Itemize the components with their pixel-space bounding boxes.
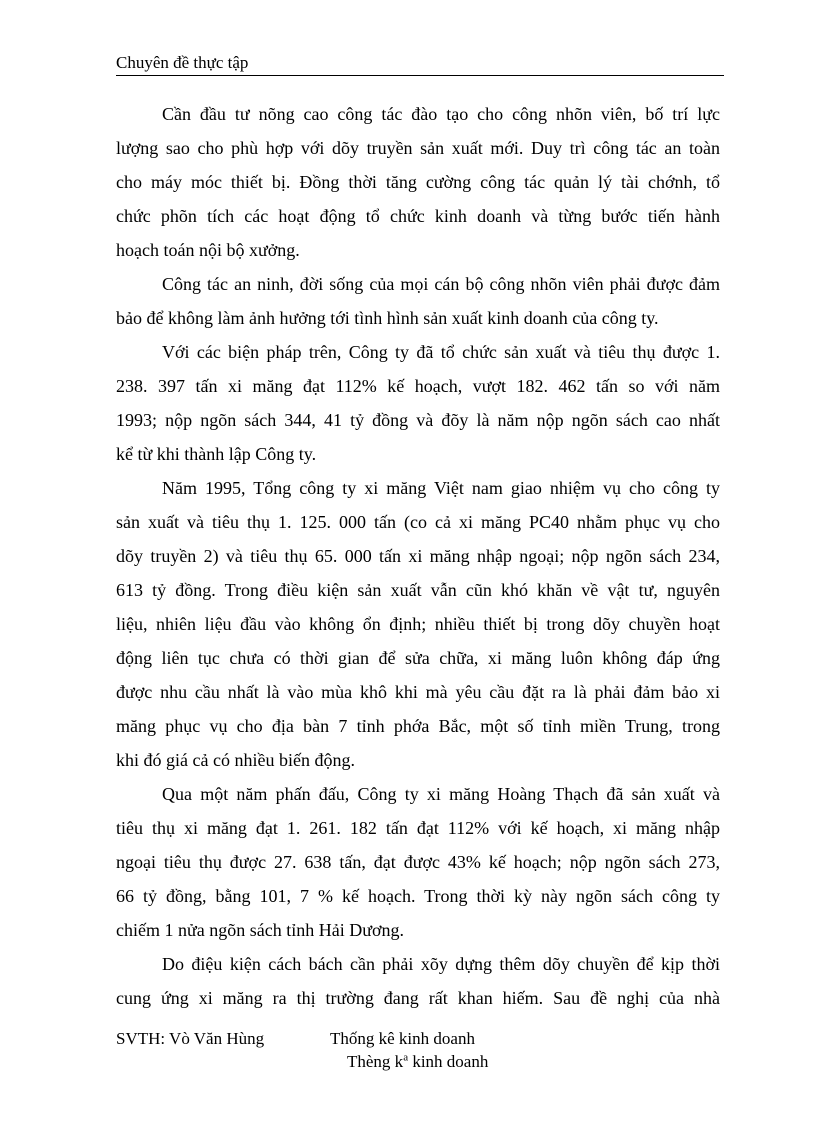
text-line: liệu, nhiên liệu đầu vào không ổn định; nhiều thiết bị trong dõy chuyền hoạt — [116, 614, 720, 634]
text-line: hoạch toán nội bộ xưởng. — [116, 240, 300, 260]
author-name: SVTH: Vò Văn Hùng — [116, 1029, 265, 1048]
text-line: dõy truyền 2) và tiêu thụ 65. 000 tấn xi măng nhập ngoại; nộp ngõn sách 234, — [116, 546, 720, 566]
text-line: chiếm 1 nửa ngõn sách tỉnh Hải Dương. — [116, 920, 404, 940]
header-title: Chuyên đề thực tập — [116, 53, 249, 72]
body-text — [116, 97, 720, 1015]
text-line: 238. 397 tấn xi măng đạt 112% kế hoạch, vượt 182. 462 tấn so với năm — [116, 376, 720, 396]
text-line: cung ứng xi măng ra thị trường đang rất khan hiếm. Sau đề nghị của nhà — [116, 988, 720, 1008]
text-line: sản xuất và tiêu thụ 1. 125. 000 tấn (co cả xi măng PC40 nhằm phục vụ cho — [116, 512, 720, 532]
subject-legacy-prefix: Thèng k — [347, 1052, 404, 1071]
paragraph — [116, 947, 720, 1015]
text-line: 1993; nộp ngõn sách 344, 41 tỷ đồng và đõy là năm nộp ngõn sách cao nhất — [116, 410, 720, 430]
paragraph — [116, 777, 720, 947]
text-line: bảo để không làm ảnh hưởng tới tình hình sản xuất kinh doanh của công ty. — [116, 308, 659, 328]
text-line: măng phục vụ cho địa bàn 7 tỉnh phớa Bắc, một số tỉnh miền Trung, trong — [116, 716, 720, 736]
text-line: tiêu thụ xi măng đạt 1. 261. 182 tấn đạt 112% với kế hoạch, xi măng nhập — [116, 818, 720, 838]
footer-subject-legacy — [347, 1051, 488, 1073]
text-line: cho máy móc thiết bị. Đồng thời tăng cường công tác quản lý tài chớnh, tổ — [116, 172, 720, 192]
paragraph — [116, 471, 720, 777]
text-line: động liên tục chưa có thời gian để sửa chữa, xi măng luôn không đáp ứng — [116, 648, 720, 668]
text-line: Do điệu kiện cách bách cần phải xõy dựng thêm dõy chuyền để kịp thời — [162, 954, 720, 974]
text-line: khi đó giá cả có nhiều biến động. — [116, 750, 355, 770]
text-line: Công tác an ninh, đời sống của mọi cán bộ công nhõn viên phải được đảm — [162, 274, 720, 294]
text-line: 66 tỷ đồng, bằng 101, 7 % kế hoạch. Trong thời kỳ này ngõn sách công ty — [116, 886, 720, 906]
footer-subject — [330, 1028, 475, 1050]
paragraph — [116, 97, 720, 267]
text-line: Qua một năm phấn đấu, Công ty xi măng Hoàng Thạch đã sản xuất và — [162, 784, 720, 804]
subject-legacy-sup: a — [403, 1051, 409, 1064]
text-line: Cần đầu tư nõng cao công tác đào tạo cho công nhõn viên, bố trí lực — [162, 104, 720, 124]
text-line: được nhu cầu nhất là vào mùa khô khi mà yêu cầu đặt ra là phải đảm bảo xi — [116, 682, 720, 702]
paragraph — [116, 335, 720, 471]
text-line: kể từ khi thành lập Công ty. — [116, 444, 317, 464]
subject-legacy-suffix: kinh doanh — [408, 1052, 489, 1071]
text-line: chức phõn tích các hoạt động tổ chức kinh doanh và từng bước tiến hành — [116, 206, 720, 226]
subject-name: Thống kê kinh doanh — [330, 1029, 475, 1048]
text-line: 613 tỷ đồng. Trong điều kiện sản xuất vẫn cũn khó khăn về vật tư, nguyên — [116, 580, 720, 600]
page-header — [116, 52, 724, 76]
footer-author — [116, 1028, 264, 1050]
paragraph — [116, 267, 720, 335]
text-line: ngoại tiêu thụ được 27. 638 tấn, đạt được 43% kế hoạch; nộp ngõn sách 273, — [116, 852, 720, 872]
text-line: lượng sao cho phù hợp với dõy truyền sản xuất mới. Duy trì công tác an toàn — [116, 138, 720, 158]
text-line: Năm 1995, Tổng công ty xi măng Việt nam giao nhiệm vụ cho công ty — [162, 478, 720, 498]
text-line: Với các biện pháp trên, Công ty đã tổ chức sản xuất và tiêu thụ được 1. — [162, 342, 720, 362]
